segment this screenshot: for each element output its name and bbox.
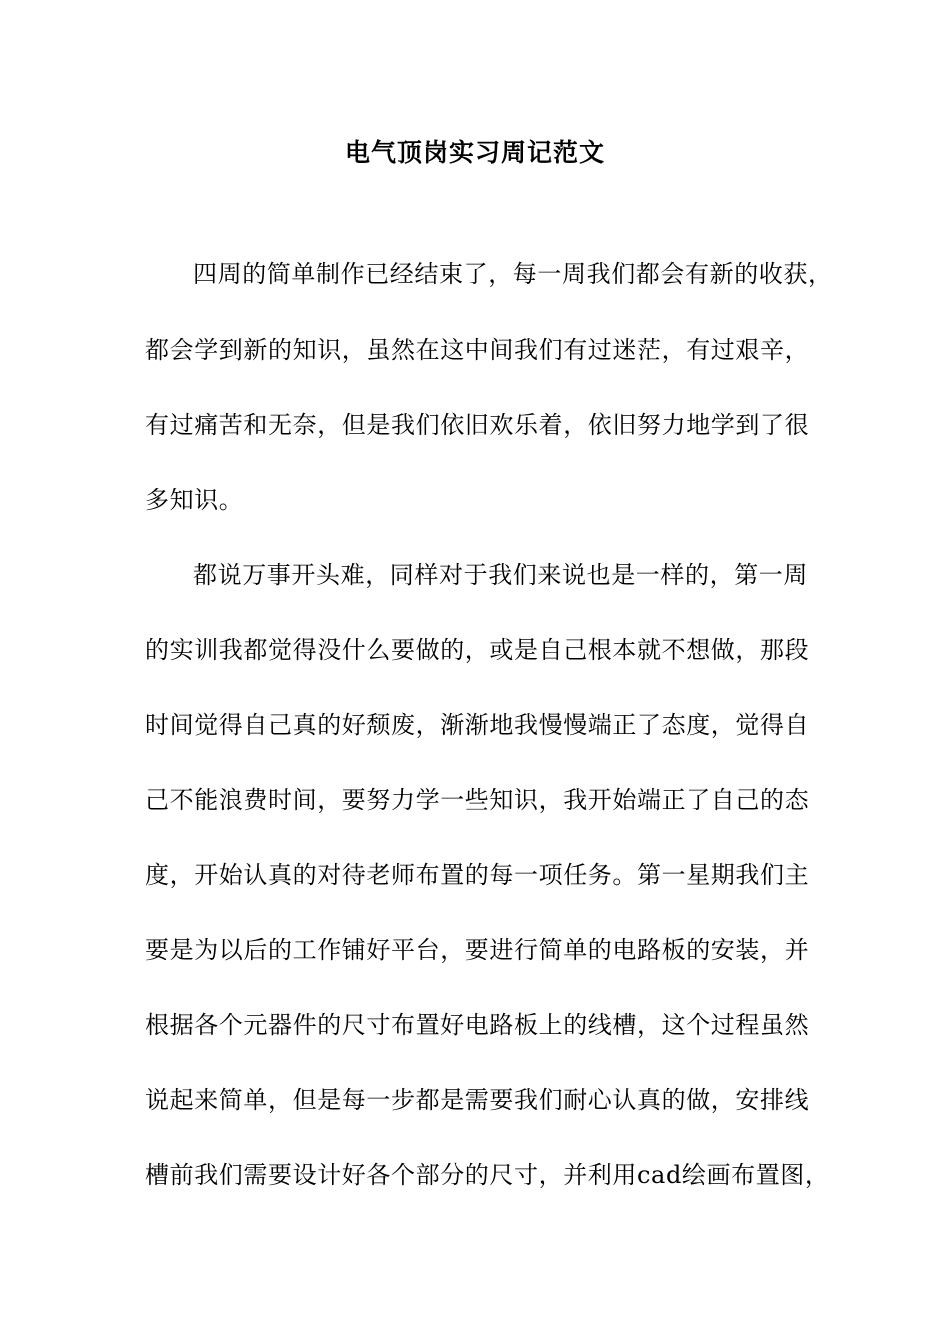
paragraph-2-line-2: 的实训我都觉得没什么要做的，或是自己根本就不想做，那段 <box>145 636 810 664</box>
paragraph-2-line-8: 说起来简单，但是每一步都是需要我们耐心认真的做，安排线 <box>145 1086 810 1114</box>
paragraph-2-line-3: 时间觉得自己真的好颓废，渐渐地我慢慢端正了态度，觉得自 <box>145 711 810 739</box>
document-title: 电气顶岗实习周记范文 <box>344 138 605 167</box>
paragraph-2-line-1: 都说万事开头难，同样对于我们来说也是一样的，第一周 <box>193 561 808 589</box>
paragraph-2-line-4: 己不能浪费时间，要努力学一些知识，我开始端正了自己的态 <box>145 786 810 814</box>
paragraph-1-line-4: 多知识。 <box>145 486 244 514</box>
paragraph-1-line-3: 有过痛苦和无奈，但是我们依旧欢乐着，依旧努力地学到了很 <box>145 411 810 439</box>
paragraph-1-line-1: 四周的简单制作已经结束了，每一周我们都会有新的收获， <box>193 260 833 288</box>
paragraph-1-line-2: 都会学到新的知识，虽然在这中间我们有过迷茫，有过艰辛， <box>145 336 810 364</box>
paragraph-2-line-7: 根据各个元器件的尺寸布置好电路板上的线槽，这个过程虽然 <box>145 1011 810 1039</box>
paragraph-2-line-9: 槽前我们需要设计好各个部分的尺寸，并利用cad绘画布置图， <box>145 1161 830 1189</box>
paragraph-2-line-6: 要是为以后的工作铺好平台，要进行简单的电路板的安装，并 <box>145 936 810 964</box>
paragraph-2-line-5: 度，开始认真的对待老师布置的每一项任务。第一星期我们主 <box>145 861 810 889</box>
